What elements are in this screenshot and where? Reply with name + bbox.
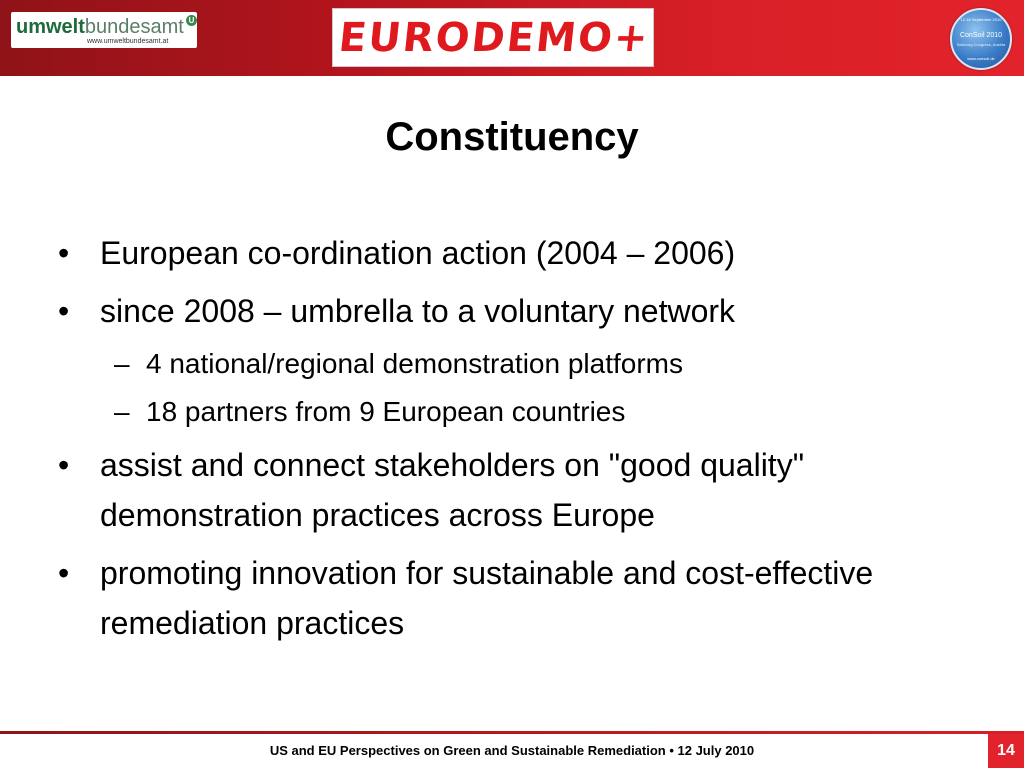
umweltbundesamt-logo [11, 12, 197, 48]
umwelt-brand-text [16, 16, 184, 38]
bullet-marker: • [58, 293, 70, 329]
consoil-location: Salzburg Congress, Austria [956, 42, 1006, 47]
sub-bullet-item [58, 344, 978, 384]
bullet-item [58, 286, 978, 336]
sub-bullet-item [58, 392, 978, 432]
slide-title: Constituency [385, 115, 639, 159]
sub-bullet-marker: – [114, 348, 130, 379]
slide-content [58, 228, 978, 656]
sub-bullet-text: 4 national/regional demonstration platforms [146, 348, 683, 379]
header-band [0, 0, 1024, 76]
bullet-marker: • [58, 235, 70, 271]
umwelt-brand-light: bundesamt [84, 16, 184, 38]
page-number: 14 [988, 734, 1024, 768]
eurodemo-logo-text: EURODEMO+ [336, 15, 652, 61]
bullet-text: promoting innovation for sustainable and cost-effective remediation practices [100, 555, 874, 641]
consoil-url: www.consoil.de [967, 56, 995, 61]
bullet-text: since 2008 – umbrella to a voluntary network [100, 293, 736, 329]
sub-bullet-text: 18 partners from 9 European countries [146, 396, 626, 427]
umwelt-mark-icon: U [186, 15, 197, 26]
consoil-name: ConSoil 2010 [959, 32, 1003, 39]
consoil-date: 12-16 September 2010 [960, 17, 1002, 22]
bullet-text: assist and connect stakeholders on "good quality" demonstration practices across Europe [100, 447, 805, 533]
footer-divider [0, 731, 1024, 734]
bullet-text: European co-ordination action (2004 – 2006) [100, 235, 736, 271]
bullet-item [58, 228, 978, 278]
bullet-item [58, 440, 978, 540]
bullet-marker: • [58, 447, 70, 483]
umwelt-brand-bold: umwelt [16, 16, 85, 38]
consoil-logo [950, 8, 1012, 70]
sub-bullet-marker: – [114, 396, 130, 427]
eurodemo-logo [332, 8, 654, 67]
footer-text: US and EU Perspectives on Green and Sustainable Remediation • 12 July 2010 [269, 743, 755, 758]
bullet-marker: • [58, 555, 70, 591]
umwelt-url: www.umweltbundesamt.at [87, 38, 169, 45]
bullet-item [58, 548, 978, 648]
